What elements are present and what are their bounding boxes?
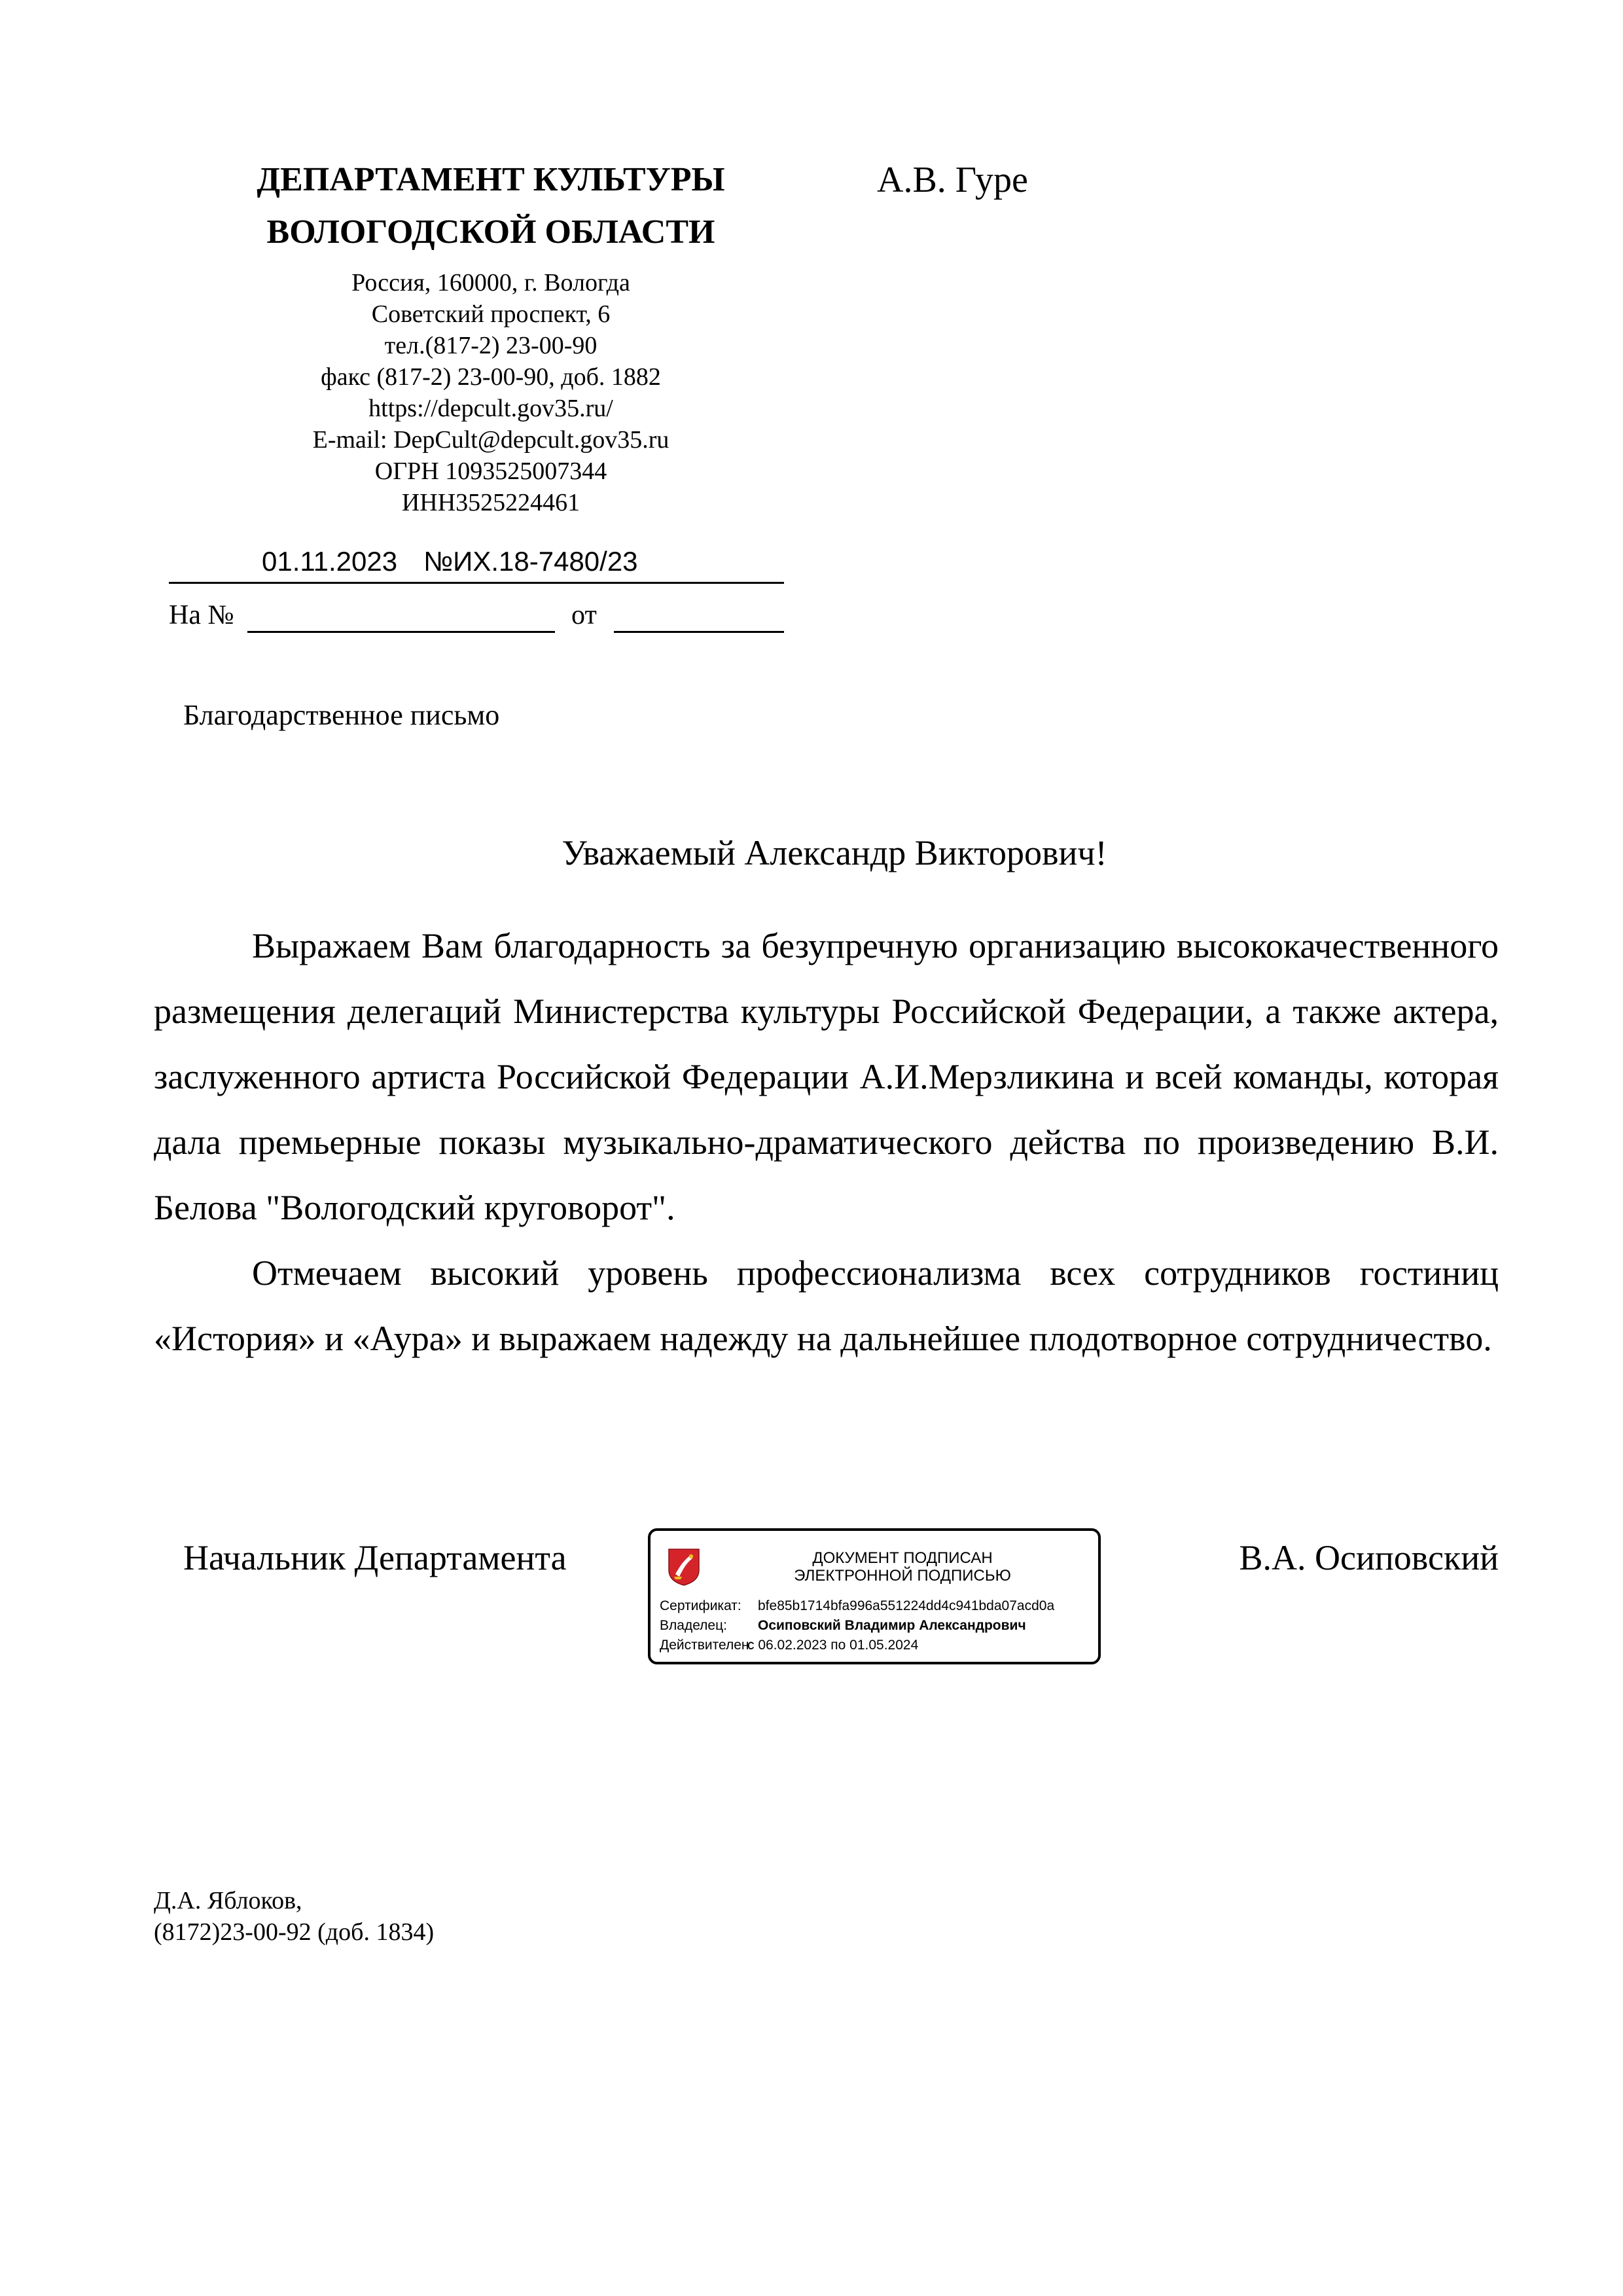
address-website: https://depcult.gov35.ru/ <box>368 395 613 422</box>
executor-phone: (8172)23-00-92 (доб. 1834) <box>154 1918 435 1946</box>
executor-name: Д.А. Яблоков, <box>154 1887 302 1914</box>
reference-number-label: На № <box>169 600 234 630</box>
address-email: E-mail: DepCult@depcult.gov35.ru <box>312 426 669 454</box>
vologda-coat-of-arms-icon <box>668 1548 700 1586</box>
stamp-title-line-2: ЭЛЕКТРОННОЙ ПОДПИСЬЮ <box>794 1567 1011 1585</box>
executor-contact <box>154 1885 434 1948</box>
reference-number-blank <box>247 631 555 633</box>
recipient-name: А.В. Гуре <box>877 160 1028 200</box>
reference-date-blank <box>614 631 784 633</box>
stamp-validity-label: Действителен: <box>660 1638 753 1653</box>
stamp-title-line-1: ДОКУМЕНТ ПОДПИСАН <box>812 1549 993 1567</box>
signatory-name: В.А. Осиповский <box>1239 1538 1499 1577</box>
stamp-owner-row <box>660 1616 1026 1636</box>
address-street: Советский проспект, 6 <box>371 300 611 328</box>
department-title-line-1: ДЕПАРТАМЕНТ КУЛЬТУРЫ <box>257 161 725 198</box>
stamp-validity-value: с 06.02.2023 по 01.05.2024 <box>747 1638 919 1653</box>
department-title-line-2: ВОЛОГОДСКОЙ ОБЛАСТИ <box>266 213 715 251</box>
reference-from-label: от <box>571 600 597 630</box>
address-ogrn: ОГРН 1093525007344 <box>374 457 607 485</box>
registration-number: №ИХ.18-7480/23 <box>423 546 638 577</box>
signatory-position: Начальник Департамента <box>183 1538 567 1577</box>
address-city: Россия, 160000, г. Вологда <box>351 269 630 296</box>
department-address <box>164 267 818 518</box>
reference-row <box>169 597 784 634</box>
address-fax: факс (817-2) 23-00-90, доб. 1882 <box>321 363 661 391</box>
stamp-certificate-label: Сертификат: <box>660 1598 741 1613</box>
greeting: Уважаемый Александр Викторович! <box>562 833 1107 872</box>
letter-body <box>154 913 1499 1371</box>
stamp-certificate-value: bfe85b1714bfa996a551224dd4c941bda07acd0a <box>758 1598 1055 1613</box>
letter-subject: Благодарственное письмо <box>183 699 500 731</box>
stamp-certificate-row <box>660 1596 1054 1616</box>
stamp-owner-label: Владелец: <box>660 1618 727 1633</box>
registration-details <box>262 543 638 580</box>
stamp-owner-value: Осиповский Владимир Александрович <box>758 1618 1026 1633</box>
department-title <box>164 154 818 259</box>
stamp-validity-row <box>660 1636 918 1655</box>
electronic-signature-stamp <box>648 1528 1101 1664</box>
stamp-title <box>716 1549 1089 1585</box>
body-paragraph-1: Выражаем Вам благодарность за безупречную организацию высококачественного размещения делегаций Министерства культуры Российской Федерации, а также актера, заслуженного артиста Российской Федерации А.И.Мерзликина и всей команды, которая дала премьерные показы музыкально-драматического действа по произведению В.И. Белова "Вологодский круговорот". <box>154 926 1499 1227</box>
registration-date: 01.11.2023 <box>262 546 398 577</box>
address-inn: ИНН3525224461 <box>401 489 580 516</box>
body-paragraph-2: Отмечаем высокий уровень профессионализма всех сотрудников гостиниц «История» и «Аура» и выражаем надежду на дальнейшее плодотворное сотрудничество. <box>154 1253 1499 1358</box>
address-phone: тел.(817-2) 23-00-90 <box>384 332 597 359</box>
